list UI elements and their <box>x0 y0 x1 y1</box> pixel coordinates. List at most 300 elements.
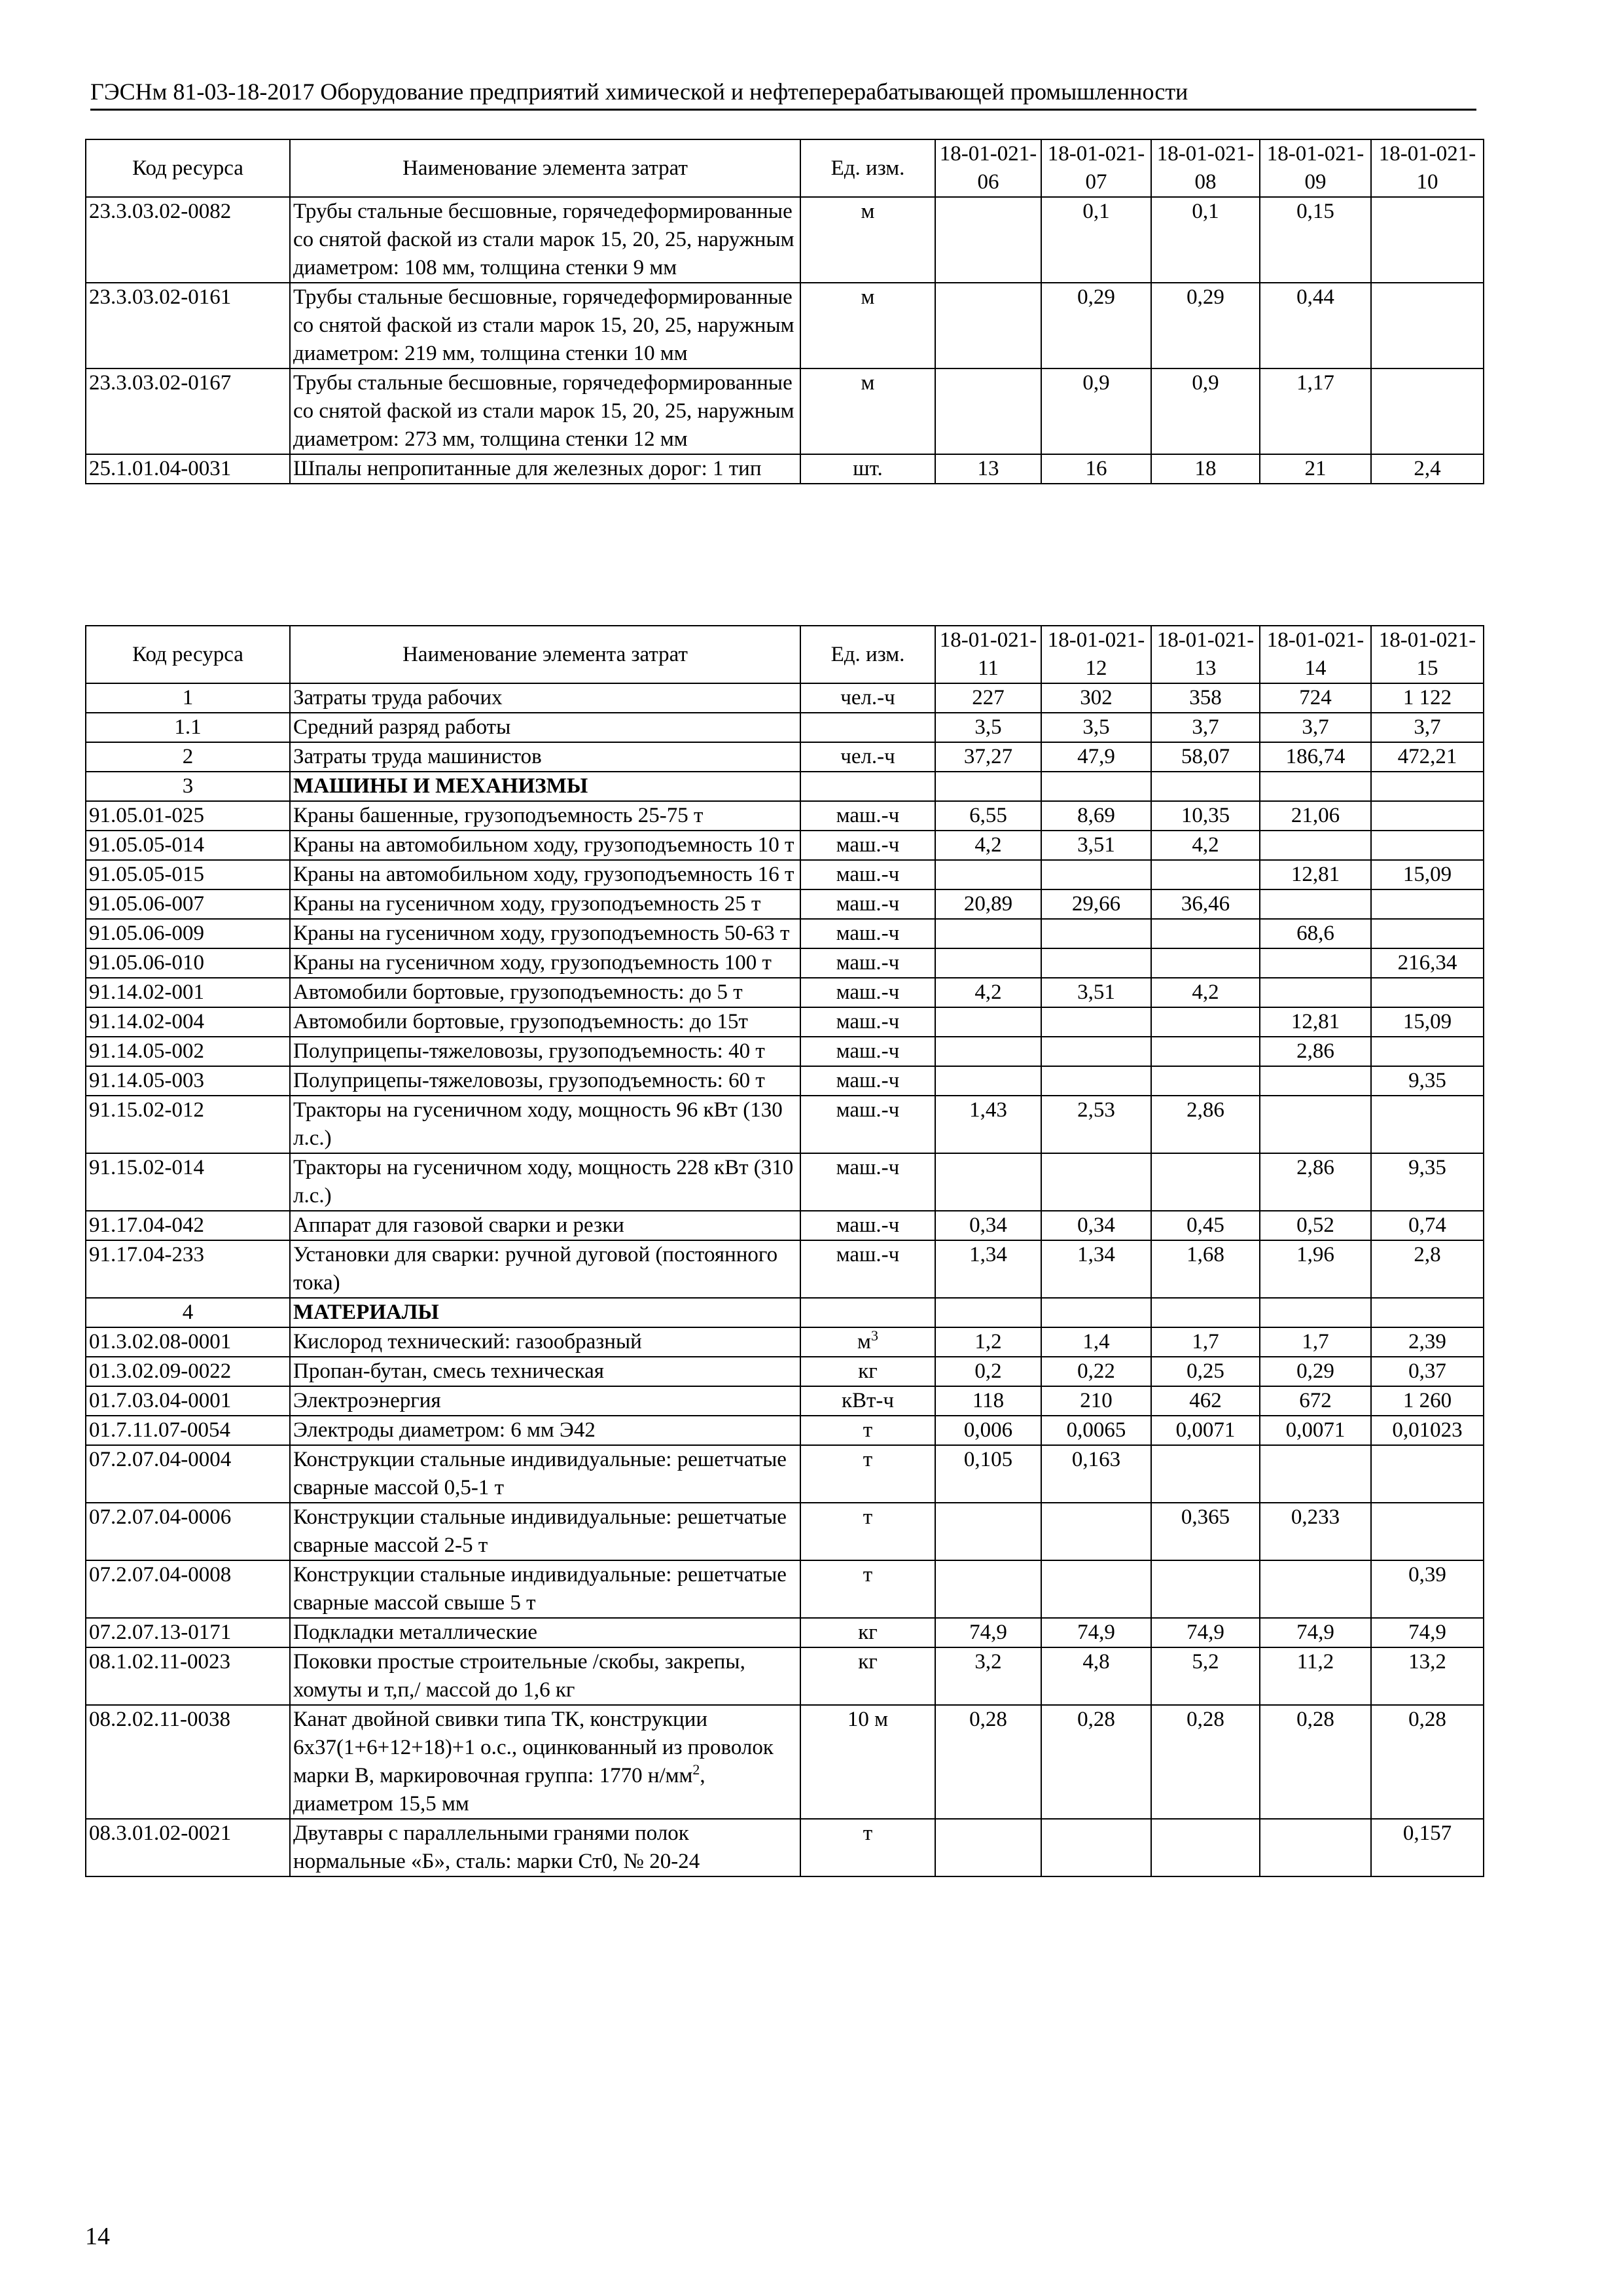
table-row <box>86 368 1484 454</box>
cost-element-name: Автомобили бортовые, грузоподъемность: до 5 т <box>290 978 800 1007</box>
col-header-name: Наименование элемента затрат <box>290 139 800 197</box>
cost-element-name: Краны на гусеничном ходу, грузоподъемность 50-63 т <box>290 919 800 948</box>
value-cell-3 <box>1151 1560 1260 1618</box>
value-cell-1: 20,89 <box>935 889 1041 919</box>
value-cell-3: 358 <box>1151 683 1260 713</box>
value-cell-1: 37,27 <box>935 742 1041 772</box>
value-cell-4: 1,17 <box>1260 368 1371 454</box>
value-cell-2 <box>1041 1560 1151 1618</box>
table-header-row <box>86 139 1484 197</box>
resource-code: 23.3.03.02-0161 <box>86 283 290 368</box>
resource-code: 23.3.03.02-0082 <box>86 197 290 283</box>
value-cell-1: 0,006 <box>935 1416 1041 1445</box>
table-row <box>86 1560 1484 1618</box>
table-row <box>86 1819 1484 1876</box>
value-cell-3 <box>1151 1066 1260 1096</box>
value-cell-5 <box>1371 978 1484 1007</box>
unit-of-measure: маш.-ч <box>800 1037 935 1066</box>
table-row <box>86 919 1484 948</box>
table-row <box>86 1037 1484 1066</box>
table-row <box>86 1007 1484 1037</box>
resource-code: 4 <box>86 1298 290 1327</box>
value-cell-2: 0,29 <box>1041 283 1151 368</box>
col-header-c2: 18-01-021-07 <box>1041 139 1151 197</box>
value-cell-1: 0,105 <box>935 1445 1041 1503</box>
table-row <box>86 1503 1484 1560</box>
cost-element-name: Конструкции стальные индивидуальные: решетчатые сварные массой 0,5-1 т <box>290 1445 800 1503</box>
value-cell-4: 186,74 <box>1260 742 1371 772</box>
table-row <box>86 948 1484 978</box>
value-cell-3: 74,9 <box>1151 1618 1260 1647</box>
value-cell-2 <box>1041 1819 1151 1876</box>
unit-of-measure: 10 м <box>800 1705 935 1819</box>
cost-element-name: Конструкции стальные индивидуальные: решетчатые сварные массой 2-5 т <box>290 1503 800 1560</box>
value-cell-5 <box>1371 801 1484 831</box>
table-row <box>86 831 1484 860</box>
table-row <box>86 197 1484 283</box>
table-row <box>86 1647 1484 1705</box>
value-cell-1 <box>935 368 1041 454</box>
unit-of-measure <box>800 1327 935 1357</box>
value-cell-3: 0,365 <box>1151 1503 1260 1560</box>
table-row <box>86 860 1484 889</box>
cost-element-name: Краны башенные, грузоподъемность 25-75 т <box>290 801 800 831</box>
value-cell-1: 3,5 <box>935 713 1041 742</box>
value-cell-5: 15,09 <box>1371 860 1484 889</box>
cost-element-name: Пропан-бутан, смесь техническая <box>290 1357 800 1386</box>
table-row <box>86 742 1484 772</box>
value-cell-4: 11,2 <box>1260 1647 1371 1705</box>
unit-of-measure: кВт-ч <box>800 1386 935 1416</box>
value-cell-5: 74,9 <box>1371 1618 1484 1647</box>
col-header-c1: 18-01-021-06 <box>935 139 1041 197</box>
cost-element-name: Кислород технический: газообразный <box>290 1327 800 1357</box>
unit-of-measure: маш.-ч <box>800 1240 935 1298</box>
cost-element-name: Установки для сварки: ручной дуговой (постоянного тока) <box>290 1240 800 1298</box>
value-cell-4 <box>1260 948 1371 978</box>
value-cell-3: 18 <box>1151 454 1260 484</box>
unit-of-measure: м <box>800 283 935 368</box>
value-cell-4 <box>1260 772 1371 801</box>
unit-of-measure <box>800 1298 935 1327</box>
cost-element-name: Поковки простые строительные /скобы, закрепы, хомуты и т,п,/ массой до 1,6 кг <box>290 1647 800 1705</box>
value-cell-5 <box>1371 197 1484 283</box>
value-cell-5: 9,35 <box>1371 1153 1484 1211</box>
value-cell-2: 47,9 <box>1041 742 1151 772</box>
value-cell-2: 210 <box>1041 1386 1151 1416</box>
value-cell-5 <box>1371 831 1484 860</box>
value-cell-4: 2,86 <box>1260 1037 1371 1066</box>
section-row-materials <box>86 1298 1484 1327</box>
table-row <box>86 713 1484 742</box>
table-row <box>86 683 1484 713</box>
value-cell-1: 4,2 <box>935 831 1041 860</box>
table-row <box>86 1618 1484 1647</box>
value-cell-3 <box>1151 1298 1260 1327</box>
value-cell-3: 0,28 <box>1151 1705 1260 1819</box>
value-cell-3 <box>1151 1153 1260 1211</box>
resource-code: 08.1.02.11-0023 <box>86 1647 290 1705</box>
value-cell-2: 0,22 <box>1041 1357 1151 1386</box>
cost-element-name: Полуприцепы-тяжеловозы, грузоподъемность: 60 т <box>290 1066 800 1096</box>
cost-element-name: МАТЕРИАЛЫ <box>290 1298 800 1327</box>
cost-element-name: Средний разряд работы <box>290 713 800 742</box>
value-cell-4: 0,52 <box>1260 1211 1371 1240</box>
value-cell-3 <box>1151 1445 1260 1503</box>
unit-of-measure: чел.-ч <box>800 683 935 713</box>
table-row <box>86 1386 1484 1416</box>
value-cell-4: 1,7 <box>1260 1327 1371 1357</box>
resource-code: 91.05.06-007 <box>86 889 290 919</box>
value-cell-5: 13,2 <box>1371 1647 1484 1705</box>
resource-code: 91.14.02-004 <box>86 1007 290 1037</box>
cost-element-name: Краны на гусеничном ходу, грузоподъемность 100 т <box>290 948 800 978</box>
value-cell-4 <box>1260 889 1371 919</box>
unit-of-measure: маш.-ч <box>800 1153 935 1211</box>
value-cell-3: 1,7 <box>1151 1327 1260 1357</box>
table-header-row <box>86 626 1484 683</box>
resource-code: 91.14.05-003 <box>86 1066 290 1096</box>
value-cell-2: 29,66 <box>1041 889 1151 919</box>
value-cell-1 <box>935 919 1041 948</box>
value-cell-3: 0,9 <box>1151 368 1260 454</box>
unit-of-measure: т <box>800 1416 935 1445</box>
value-cell-5: 2,4 <box>1371 454 1484 484</box>
unit-of-measure: т <box>800 1560 935 1618</box>
col-header-c3: 18-01-021-13 <box>1151 626 1260 683</box>
value-cell-5 <box>1371 368 1484 454</box>
value-cell-5: 216,34 <box>1371 948 1484 978</box>
resource-code: 1.1 <box>86 713 290 742</box>
cost-element-name: Краны на автомобильном ходу, грузоподъемность 16 т <box>290 860 800 889</box>
cost-element-name: Подкладки металлические <box>290 1618 800 1647</box>
value-cell-1 <box>935 283 1041 368</box>
value-cell-1: 74,9 <box>935 1618 1041 1647</box>
value-cell-3: 3,7 <box>1151 713 1260 742</box>
value-cell-1: 0,28 <box>935 1705 1041 1819</box>
col-header-unit: Ед. изм. <box>800 139 935 197</box>
value-cell-5: 0,28 <box>1371 1705 1484 1819</box>
value-cell-3: 0,45 <box>1151 1211 1260 1240</box>
table-row <box>86 1153 1484 1211</box>
cost-element-name: Трубы стальные бесшовные, горячедеформированные со снятой фаской из стали марок 15, 20, 25, наружным диаметром: 108 мм, толщина стенки 9 мм <box>290 197 800 283</box>
value-cell-5 <box>1371 1445 1484 1503</box>
value-cell-1: 13 <box>935 454 1041 484</box>
table-row <box>86 1327 1484 1357</box>
value-cell-2 <box>1041 1503 1151 1560</box>
resource-code: 91.17.04-042 <box>86 1211 290 1240</box>
value-cell-4: 68,6 <box>1260 919 1371 948</box>
unit-of-measure <box>800 713 935 742</box>
value-cell-2 <box>1041 919 1151 948</box>
cost-element-name: Конструкции стальные индивидуальные: решетчатые сварные массой свыше 5 т <box>290 1560 800 1618</box>
unit-of-measure: маш.-ч <box>800 1096 935 1153</box>
cost-element-name: Автомобили бортовые, грузоподъемность: до 15т <box>290 1007 800 1037</box>
resource-code: 08.3.01.02-0021 <box>86 1819 290 1876</box>
value-cell-3: 462 <box>1151 1386 1260 1416</box>
unit-of-measure: шт. <box>800 454 935 484</box>
unit-of-measure: т <box>800 1819 935 1876</box>
cost-element-name: Трубы стальные бесшовные, горячедеформированные со снятой фаской из стали марок 15, 20, 25, наружным диаметром: 219 мм, толщина стенки 10 мм <box>290 283 800 368</box>
unit-of-measure: м <box>800 368 935 454</box>
cost-element-name: Краны на автомобильном ходу, грузоподъемность 10 т <box>290 831 800 860</box>
col-header-c4: 18-01-021-09 <box>1260 139 1371 197</box>
table-row <box>86 1416 1484 1445</box>
value-cell-5: 15,09 <box>1371 1007 1484 1037</box>
resource-code: 25.1.01.04-0031 <box>86 454 290 484</box>
value-cell-5 <box>1371 1037 1484 1066</box>
value-cell-4: 1,96 <box>1260 1240 1371 1298</box>
value-cell-5 <box>1371 1298 1484 1327</box>
col-header-c2: 18-01-021-12 <box>1041 626 1151 683</box>
col-header-c4: 18-01-021-14 <box>1260 626 1371 683</box>
page-number: 14 <box>85 2223 110 2250</box>
value-cell-3: 0,25 <box>1151 1357 1260 1386</box>
resource-code: 1 <box>86 683 290 713</box>
value-cell-4 <box>1260 1819 1371 1876</box>
value-cell-5: 0,74 <box>1371 1211 1484 1240</box>
value-cell-5: 0,39 <box>1371 1560 1484 1618</box>
unit-of-measure: маш.-ч <box>800 831 935 860</box>
cost-element-name: Краны на гусеничном ходу, грузоподъемность 25 т <box>290 889 800 919</box>
value-cell-4 <box>1260 1560 1371 1618</box>
value-cell-1 <box>935 1503 1041 1560</box>
value-cell-1 <box>935 1037 1041 1066</box>
value-cell-5: 0,157 <box>1371 1819 1484 1876</box>
cost-element-name: Шпалы непропитанные для железных дорог: 1 тип <box>290 454 800 484</box>
table-row <box>86 889 1484 919</box>
value-cell-4: 672 <box>1260 1386 1371 1416</box>
unit-superscript: 3 <box>870 1327 878 1344</box>
cost-element-name: Тракторы на гусеничном ходу, мощность 228 кВт (310 л.с.) <box>290 1153 800 1211</box>
value-cell-3 <box>1151 948 1260 978</box>
value-cell-4: 0,0071 <box>1260 1416 1371 1445</box>
value-cell-3: 4,2 <box>1151 978 1260 1007</box>
value-cell-3 <box>1151 1819 1260 1876</box>
resource-code: 23.3.03.02-0167 <box>86 368 290 454</box>
value-cell-1: 227 <box>935 683 1041 713</box>
resource-code: 07.2.07.04-0006 <box>86 1503 290 1560</box>
value-cell-1: 1,34 <box>935 1240 1041 1298</box>
value-cell-2 <box>1041 1153 1151 1211</box>
resource-code: 91.05.06-009 <box>86 919 290 948</box>
value-cell-2: 16 <box>1041 454 1151 484</box>
value-cell-4: 2,86 <box>1260 1153 1371 1211</box>
value-cell-4 <box>1260 1445 1371 1503</box>
value-cell-3 <box>1151 1037 1260 1066</box>
value-cell-5: 2,8 <box>1371 1240 1484 1298</box>
resource-code: 07.2.07.13-0171 <box>86 1618 290 1647</box>
table-row <box>86 454 1484 484</box>
resource-code: 2 <box>86 742 290 772</box>
value-cell-1 <box>935 197 1041 283</box>
cost-element-name: Двутавры с параллельными гранями полок нормальные «Б», сталь: марки Ст0, № 20-24 <box>290 1819 800 1876</box>
value-cell-2: 3,5 <box>1041 713 1151 742</box>
unit-of-measure: маш.-ч <box>800 860 935 889</box>
resource-code: 3 <box>86 772 290 801</box>
unit-of-measure: кг <box>800 1647 935 1705</box>
value-cell-3: 4,2 <box>1151 831 1260 860</box>
cost-element-name: Полуприцепы-тяжеловозы, грузоподъемность: 40 т <box>290 1037 800 1066</box>
value-cell-5 <box>1371 1096 1484 1153</box>
value-cell-4: 74,9 <box>1260 1618 1371 1647</box>
table-row <box>86 1240 1484 1298</box>
name-text: Канат двойной свивки типа ТК, конструкции 6х37(1+6+12+18)+1 о.с., оцинкованный из проволок марки В, маркировочная группа: 1770 н/мм <box>293 1708 774 1787</box>
cost-element-name: МАШИНЫ И МЕХАНИЗМЫ <box>290 772 800 801</box>
col-header-c5: 18-01-021-15 <box>1371 626 1484 683</box>
unit-of-measure <box>800 772 935 801</box>
value-cell-4: 21 <box>1260 454 1371 484</box>
value-cell-4: 0,15 <box>1260 197 1371 283</box>
value-cell-2 <box>1041 1066 1151 1096</box>
value-cell-2: 4,8 <box>1041 1647 1151 1705</box>
value-cell-1 <box>935 1007 1041 1037</box>
table-row <box>86 978 1484 1007</box>
resource-code: 01.3.02.09-0022 <box>86 1357 290 1386</box>
resource-code: 91.14.05-002 <box>86 1037 290 1066</box>
unit-of-measure: кг <box>800 1357 935 1386</box>
unit-of-measure: маш.-ч <box>800 1066 935 1096</box>
unit-of-measure: маш.-ч <box>800 1007 935 1037</box>
resource-code: 91.15.02-012 <box>86 1096 290 1153</box>
resource-code: 91.05.06-010 <box>86 948 290 978</box>
value-cell-2: 74,9 <box>1041 1618 1151 1647</box>
value-cell-5 <box>1371 283 1484 368</box>
cost-element-name: Затраты труда рабочих <box>290 683 800 713</box>
table-row <box>86 801 1484 831</box>
value-cell-5: 1 122 <box>1371 683 1484 713</box>
value-cell-1: 0,34 <box>935 1211 1041 1240</box>
value-cell-4 <box>1260 978 1371 1007</box>
cost-element-name: Электроэнергия <box>290 1386 800 1416</box>
value-cell-3: 58,07 <box>1151 742 1260 772</box>
page-header: ГЭСНм 81-03-18-2017 Оборудование предприятий химической и нефтеперерабатывающей промышленности <box>90 77 1476 111</box>
value-cell-2: 3,51 <box>1041 831 1151 860</box>
name-tail: , диаметром 15,5 мм <box>293 1764 705 1816</box>
resources-table-top <box>85 139 1484 484</box>
value-cell-2: 3,51 <box>1041 978 1151 1007</box>
value-cell-5 <box>1371 919 1484 948</box>
value-cell-4: 12,81 <box>1260 860 1371 889</box>
value-cell-2 <box>1041 772 1151 801</box>
resource-code: 91.15.02-014 <box>86 1153 290 1211</box>
table-row <box>86 1357 1484 1386</box>
value-cell-1 <box>935 772 1041 801</box>
value-cell-2: 0,0065 <box>1041 1416 1151 1445</box>
cost-element-name: Аппарат для газовой сварки и резки <box>290 1211 800 1240</box>
value-cell-3 <box>1151 1007 1260 1037</box>
value-cell-3: 0,1 <box>1151 197 1260 283</box>
table-row <box>86 1096 1484 1153</box>
value-cell-3: 36,46 <box>1151 889 1260 919</box>
unit-of-measure: т <box>800 1503 935 1560</box>
cost-element-name: Тракторы на гусеничном ходу, мощность 96 кВт (130 л.с.) <box>290 1096 800 1153</box>
table-row <box>86 1211 1484 1240</box>
cost-element-name: Трубы стальные бесшовные, горячедеформированные со снятой фаской из стали марок 15, 20, 25, наружным диаметром: 273 мм, толщина стенки 12 мм <box>290 368 800 454</box>
value-cell-3: 2,86 <box>1151 1096 1260 1153</box>
col-header-c3: 18-01-021-08 <box>1151 139 1260 197</box>
resource-code: 01.7.03.04-0001 <box>86 1386 290 1416</box>
value-cell-1 <box>935 948 1041 978</box>
value-cell-2: 1,34 <box>1041 1240 1151 1298</box>
value-cell-5: 3,7 <box>1371 713 1484 742</box>
value-cell-3 <box>1151 919 1260 948</box>
unit-of-measure: маш.-ч <box>800 919 935 948</box>
value-cell-2: 0,28 <box>1041 1705 1151 1819</box>
value-cell-1: 4,2 <box>935 978 1041 1007</box>
value-cell-3 <box>1151 860 1260 889</box>
resource-code: 91.14.02-001 <box>86 978 290 1007</box>
resource-code: 91.17.04-233 <box>86 1240 290 1298</box>
resource-code: 07.2.07.04-0008 <box>86 1560 290 1618</box>
value-cell-2: 302 <box>1041 683 1151 713</box>
value-cell-4: 0,233 <box>1260 1503 1371 1560</box>
unit-of-measure: маш.-ч <box>800 889 935 919</box>
col-header-c1: 18-01-021-11 <box>935 626 1041 683</box>
unit-of-measure: маш.-ч <box>800 948 935 978</box>
unit-of-measure: маш.-ч <box>800 978 935 1007</box>
col-header-unit: Ед. изм. <box>800 626 935 683</box>
value-cell-3: 5,2 <box>1151 1647 1260 1705</box>
value-cell-1 <box>935 1298 1041 1327</box>
unit-of-measure: маш.-ч <box>800 801 935 831</box>
value-cell-5 <box>1371 1503 1484 1560</box>
value-cell-2: 8,69 <box>1041 801 1151 831</box>
value-cell-3: 10,35 <box>1151 801 1260 831</box>
value-cell-5 <box>1371 772 1484 801</box>
value-cell-1: 0,2 <box>935 1357 1041 1386</box>
value-cell-3: 0,29 <box>1151 283 1260 368</box>
value-cell-1: 3,2 <box>935 1647 1041 1705</box>
value-cell-1 <box>935 860 1041 889</box>
value-cell-4 <box>1260 1066 1371 1096</box>
resource-code: 07.2.07.04-0004 <box>86 1445 290 1503</box>
value-cell-2: 0,1 <box>1041 197 1151 283</box>
value-cell-4: 3,7 <box>1260 713 1371 742</box>
value-cell-5: 1 260 <box>1371 1386 1484 1416</box>
value-cell-1: 118 <box>935 1386 1041 1416</box>
value-cell-2: 2,53 <box>1041 1096 1151 1153</box>
value-cell-5: 2,39 <box>1371 1327 1484 1357</box>
resource-code: 01.7.11.07-0054 <box>86 1416 290 1445</box>
value-cell-5: 0,37 <box>1371 1357 1484 1386</box>
value-cell-1: 1,43 <box>935 1096 1041 1153</box>
value-cell-3: 0,0071 <box>1151 1416 1260 1445</box>
value-cell-3 <box>1151 772 1260 801</box>
unit-of-measure: чел.-ч <box>800 742 935 772</box>
table-row <box>86 283 1484 368</box>
value-cell-2: 0,9 <box>1041 368 1151 454</box>
value-cell-4: 21,06 <box>1260 801 1371 831</box>
value-cell-1 <box>935 1560 1041 1618</box>
value-cell-2 <box>1041 948 1151 978</box>
value-cell-3: 1,68 <box>1151 1240 1260 1298</box>
col-header-code: Код ресурса <box>86 626 290 683</box>
resources-table-main <box>85 625 1484 1877</box>
table-row <box>86 1705 1484 1819</box>
cost-element-name: Затраты труда машинистов <box>290 742 800 772</box>
unit-of-measure: м <box>800 197 935 283</box>
value-cell-5: 9,35 <box>1371 1066 1484 1096</box>
value-cell-1 <box>935 1819 1041 1876</box>
cost-element-name <box>290 1705 800 1819</box>
value-cell-4: 724 <box>1260 683 1371 713</box>
value-cell-5 <box>1371 889 1484 919</box>
value-cell-4: 0,29 <box>1260 1357 1371 1386</box>
unit-of-measure: маш.-ч <box>800 1211 935 1240</box>
value-cell-4 <box>1260 831 1371 860</box>
value-cell-1: 6,55 <box>935 801 1041 831</box>
